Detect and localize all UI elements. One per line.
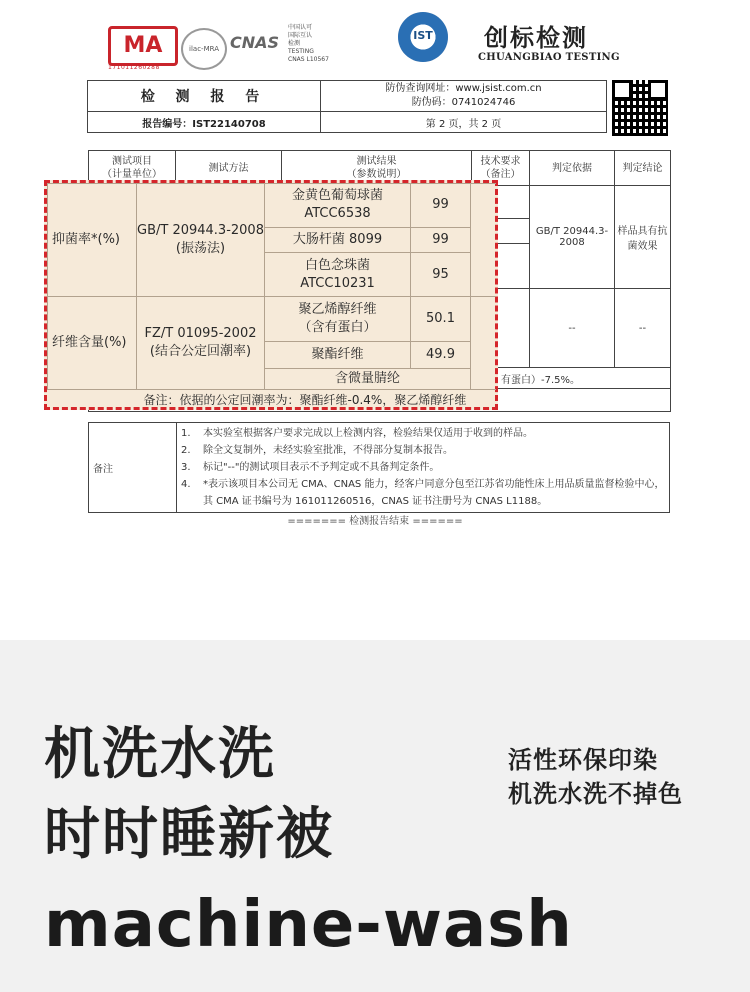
highlighted-results <box>44 180 498 410</box>
slogan-english: machine-wash <box>44 888 573 962</box>
slogan-line-2: 时时睡新被 <box>44 802 334 867</box>
anti-fake-code: 防伪码：0741024746 <box>411 97 516 108</box>
header-conclusion: 判定结论 <box>615 151 671 186</box>
fiber-content-label: 纤维含量(%) <box>48 297 137 390</box>
report-end-line: ======= 检测报告结束 ====== <box>287 516 463 527</box>
header-basis: 判定依据 <box>530 151 615 186</box>
report-number: 报告编号：IST22140708 <box>88 112 321 133</box>
notes-table <box>88 422 670 513</box>
antibacterial-label: 抑菌率*(%) <box>48 184 137 297</box>
basis-cell: GB/T 20944.3-2008 <box>530 186 615 289</box>
fiber-value: 50.1 <box>411 297 471 342</box>
fiber-method: FZ/T 01095-2002 (结合公定回潮率) <box>137 297 265 390</box>
fiber-value: 49.9 <box>411 342 471 369</box>
header-item: 测试项目 （计量单位） <box>89 151 176 186</box>
brand-name-cn: 创标检测 <box>484 24 588 52</box>
antibacterial-method: GB/T 20944.3-2008 (振荡法) <box>137 184 265 297</box>
ma-number: 171011260288 <box>108 64 160 71</box>
bacteria-name: 大肠杆菌 8099 <box>265 227 411 252</box>
conclusion-cell: 样品具有抗菌效果 <box>615 186 671 289</box>
overlay-note: 备注：依据的公定回潮率为：聚酯纤维-0.4%，聚乙烯醇纤维 <box>143 393 467 407</box>
query-site: 防伪查询网址：www.jsist.com.cn <box>385 83 542 94</box>
cnas-text: 中国认可 国际互认 检测 TESTING CNAS L10567 <box>288 24 329 63</box>
note-item: 本实验室根据客户要求完成以上检测内容，检验结果仅适用于收到的样品。 <box>203 428 533 439</box>
note-item: 除全文复制外，未经实验室批准，不得部分复制本报告。 <box>203 445 453 456</box>
brand-name-en: CHUANGBIAO TESTING <box>478 52 620 63</box>
bacteria-value: 99 <box>411 184 471 228</box>
conclusion-dash: -- <box>615 289 671 368</box>
slogan-line-1: 机洗水洗 <box>44 722 276 787</box>
header-requirement: 技术要求 （备注） <box>472 151 530 186</box>
bacteria-value: 95 <box>411 253 471 297</box>
report-title: 检 测 报 告 <box>88 81 321 112</box>
ilac-logo: ilac-MRA <box>181 28 227 70</box>
ist-logo: IST <box>398 12 448 62</box>
feature-line-2: 机洗水洗不掉色 <box>508 780 683 808</box>
page-info: 第 2 页，共 2 页 <box>321 112 607 133</box>
bacteria-name: 白色念珠菌 ATCC10231 <box>265 253 411 297</box>
report-header-table <box>87 80 607 133</box>
tail-note: 有蛋白）-7.5%。 <box>89 368 671 389</box>
fiber-name: 聚乙烯醇纤维 （含有蛋白） <box>265 297 411 342</box>
basis-dash: -- <box>530 289 615 368</box>
note-item: *表示该项目本公司无 CMA、CNAS 能力，经客户同意分包至江苏省功能性床上用品质量监督检验中心，其 CMA 证书编号为 161011260516，CNAS 证书注册号为 CNAS L1188。 <box>203 479 665 507</box>
bacteria-value: 99 <box>411 227 471 252</box>
trace-fiber: 含微量腈纶 <box>265 369 471 390</box>
bacteria-name: 金黄色葡萄球菌 ATCC6538 <box>265 184 411 228</box>
qr-code <box>612 80 668 136</box>
feature-line-1: 活性环保印染 <box>508 746 658 774</box>
header-result: 测试结果 （参数说明） <box>282 151 472 186</box>
fiber-name: 聚酯纤维 <box>265 342 411 369</box>
notes-label: 备注 <box>89 423 177 513</box>
highlight-table <box>47 183 496 410</box>
contact-cell <box>321 81 607 112</box>
cnas-logo: CNAS <box>230 33 280 52</box>
header-method: 测试方法 <box>176 151 282 186</box>
note-item: 标记"--"的测试项目表示不予判定或不具备判定条件。 <box>203 462 440 473</box>
ma-logo: MA <box>108 26 178 66</box>
notes-list: 1. 本实验室根据客户要求完成以上检测内容，检验结果仅适用于收到的样品。 2. 除全文复制外，未经实验室批准，不得部分复制本报告。 3. 标记"--"的测试项目表示不予判定或不具备判定条件。 4. *表示该项目本公司无 CMA、CNAS 能力，经客户同意分包至江苏省功能性床上用品质量监督检验中心，其 CMA 证书编号为 161011260516，CNAS 证书注册号为 CNAS L1188。 <box>177 423 670 513</box>
